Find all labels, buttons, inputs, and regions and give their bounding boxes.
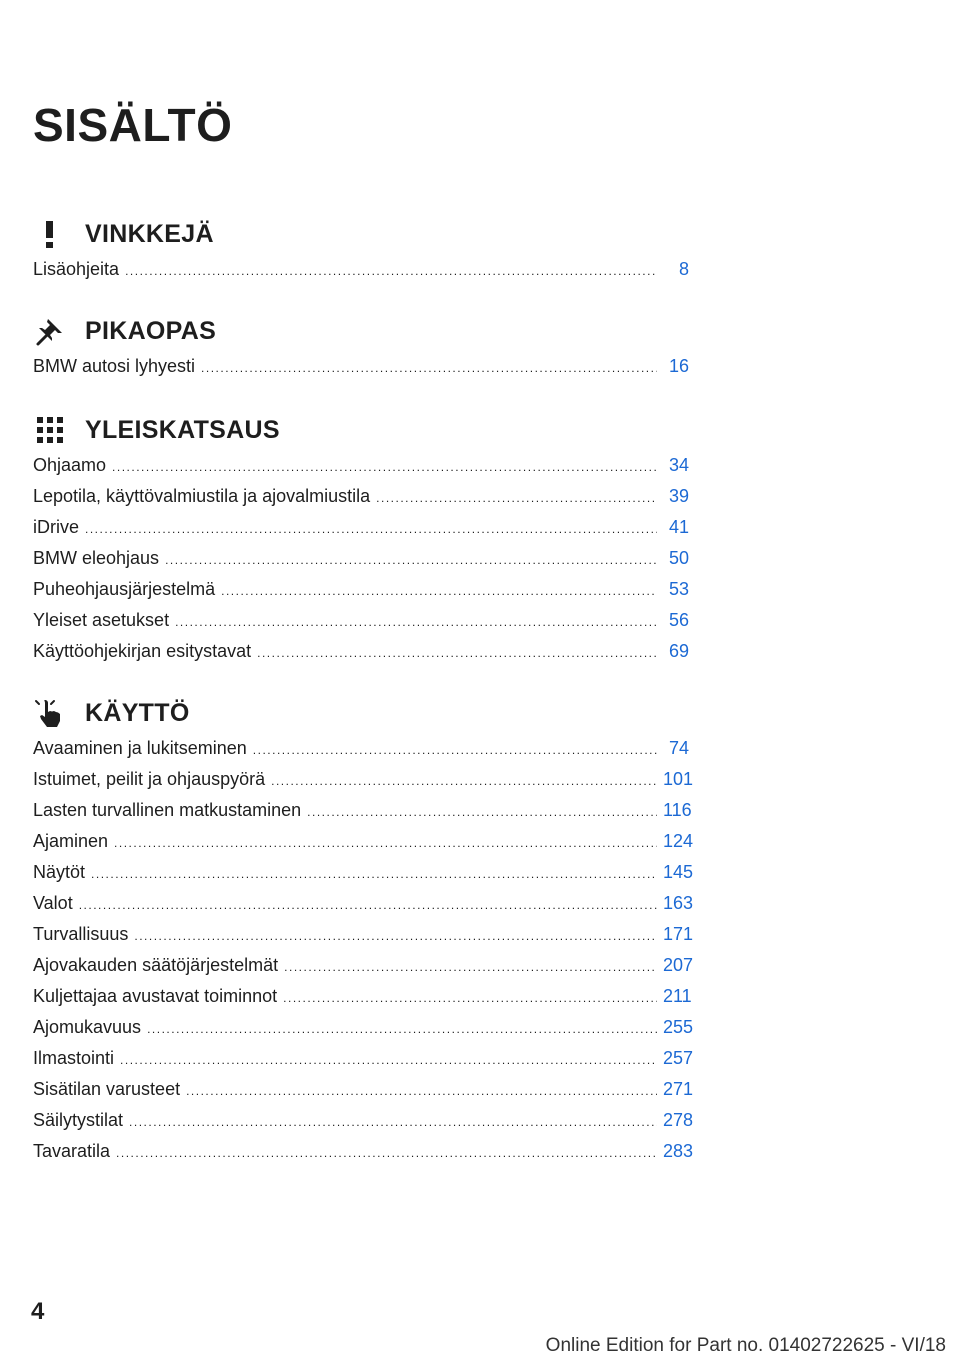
dot-leader <box>284 952 657 983</box>
toc-entry[interactable] <box>33 574 689 605</box>
dot-leader <box>186 1076 657 1107</box>
section-title: PIKAOPAS <box>85 316 217 345</box>
entry-page-link[interactable]: 124 <box>663 831 694 851</box>
dot-leader <box>271 766 657 797</box>
toc-entry[interactable] <box>33 950 694 981</box>
entry-page-link[interactable]: 116 <box>663 800 692 820</box>
toc-entry[interactable] <box>33 1043 694 1074</box>
dot-leader <box>307 797 657 828</box>
section-title: VINKKEJÄ <box>85 219 214 248</box>
toc-entry[interactable] <box>33 919 694 950</box>
entry-page-link[interactable]: 50 <box>668 548 689 568</box>
dot-leader <box>129 1107 657 1138</box>
entry-page-link[interactable]: 74 <box>668 738 689 758</box>
entry-page-link[interactable]: 278 <box>663 1110 694 1130</box>
page-number: 4 <box>31 1298 45 1325</box>
entry-label: Tavaratila <box>33 1141 111 1161</box>
dot-leader <box>79 890 657 921</box>
entry-label: Ilmastointi <box>33 1048 115 1068</box>
toc-entry[interactable] <box>33 450 689 481</box>
entry-page-link[interactable]: 8 <box>678 259 689 279</box>
entry-label: Ajaminen <box>33 831 109 851</box>
entry-label: Käyttöohjekirjan esitystavat <box>33 641 252 661</box>
toc-entry[interactable] <box>33 981 692 1012</box>
entry-label: iDrive <box>33 517 80 537</box>
section-header <box>33 311 689 351</box>
entry-label: Avaaminen ja lukitseminen <box>33 738 247 758</box>
entry-label: Lasten turvallinen matkustaminen <box>33 800 302 820</box>
toc-entry[interactable] <box>33 543 689 574</box>
section-vinkkeja <box>33 214 689 285</box>
entry-label: Ohjaamo <box>33 455 107 475</box>
toc-entry[interactable] <box>33 351 689 382</box>
entry-page-link[interactable]: 41 <box>668 517 689 537</box>
entry-page-link[interactable]: 271 <box>663 1079 694 1099</box>
entry-label: Kuljettajaa avustavat toiminnot <box>33 986 278 1006</box>
dot-leader <box>201 353 657 384</box>
entry-page-link[interactable]: 163 <box>663 893 694 913</box>
entry-page-link[interactable]: 255 <box>663 1017 694 1037</box>
toc-entry[interactable] <box>33 636 689 667</box>
dot-leader <box>165 545 657 576</box>
entry-list <box>33 351 689 382</box>
dot-leader <box>283 983 657 1014</box>
entry-page-link[interactable]: 39 <box>668 486 689 506</box>
toc-entry[interactable] <box>33 733 689 764</box>
entry-label: BMW autosi lyhyesti <box>33 356 196 376</box>
dot-leader <box>120 1045 657 1076</box>
toc-entry[interactable] <box>33 764 694 795</box>
dot-leader <box>112 452 657 483</box>
entry-page-link[interactable]: 16 <box>668 356 689 376</box>
entry-label: Näytöt <box>33 862 86 882</box>
entry-label: Säilytystilat <box>33 1110 124 1130</box>
hand-pointer-icon <box>33 696 67 730</box>
entry-label: Sisätilan varusteet <box>33 1079 181 1099</box>
entry-page-link[interactable]: 211 <box>663 986 692 1006</box>
toc-entry[interactable] <box>33 1074 694 1105</box>
entry-page-link[interactable]: 283 <box>663 1141 694 1161</box>
exclamation-icon <box>33 217 67 251</box>
entry-page-link[interactable]: 207 <box>663 955 694 975</box>
dot-leader <box>253 735 657 766</box>
dot-leader <box>147 1014 657 1045</box>
dot-leader <box>116 1138 657 1169</box>
entry-label: Lisäohjeita <box>33 259 120 279</box>
entry-list <box>33 254 689 285</box>
entry-page-link[interactable]: 171 <box>663 924 694 944</box>
toc-entry[interactable] <box>33 1012 694 1043</box>
toc-entry[interactable] <box>33 795 692 826</box>
dot-leader <box>125 256 657 287</box>
entry-page-link[interactable]: 101 <box>663 769 694 789</box>
toc-entry[interactable] <box>33 1136 694 1167</box>
entry-list <box>33 450 689 667</box>
entry-page-link[interactable]: 69 <box>668 641 689 661</box>
section-pikaopas <box>33 311 689 382</box>
dot-leader <box>175 607 657 638</box>
section-title: YLEISKATSAUS <box>85 415 280 444</box>
entry-label: Istuimet, peilit ja ohjauspyörä <box>33 769 266 789</box>
section-title: KÄYTTÖ <box>85 698 190 727</box>
entry-list <box>33 733 694 1167</box>
toc-entry[interactable] <box>33 888 694 919</box>
entry-label: Ajomukavuus <box>33 1017 142 1037</box>
entry-label: Yleiset asetukset <box>33 610 170 630</box>
entry-page-link[interactable]: 53 <box>668 579 689 599</box>
entry-page-link[interactable]: 56 <box>668 610 689 630</box>
dot-leader <box>376 483 657 514</box>
toc-entry[interactable] <box>33 481 689 512</box>
entry-page-link[interactable]: 145 <box>663 862 694 882</box>
entry-page-link[interactable]: 34 <box>668 455 689 475</box>
dot-leader <box>134 921 657 952</box>
toc-entry[interactable] <box>33 826 694 857</box>
section-kaytto <box>33 693 694 1167</box>
entry-page-link[interactable]: 257 <box>663 1048 694 1068</box>
pushpin-icon <box>33 314 67 348</box>
toc-entry[interactable] <box>33 512 689 543</box>
entry-label: Ajovakauden säätöjärjestelmät <box>33 955 279 975</box>
dot-leader <box>221 576 657 607</box>
dot-leader <box>85 514 657 545</box>
entry-label: Puheohjausjärjestelmä <box>33 579 216 599</box>
grid-icon <box>33 413 67 447</box>
entry-label: Valot <box>33 893 73 913</box>
entry-label: Turvallisuus <box>33 924 129 944</box>
toc-entry[interactable] <box>33 254 689 285</box>
dot-leader <box>91 859 657 890</box>
page-title: SISÄLTÖ <box>33 99 233 151</box>
section-yleiskatsaus <box>33 410 689 667</box>
toc-entry[interactable] <box>33 605 689 636</box>
dot-leader <box>114 828 657 859</box>
footer-edition: Online Edition for Part no. 01402722625 - VI/18 <box>545 1335 946 1356</box>
section-header <box>33 214 689 254</box>
entry-label: Lepotila, käyttövalmiustila ja ajovalmiustila <box>33 486 371 506</box>
entry-label: BMW eleohjaus <box>33 548 160 568</box>
toc-entry[interactable] <box>33 857 694 888</box>
toc-entry[interactable] <box>33 1105 694 1136</box>
section-header <box>33 693 689 733</box>
dot-leader <box>257 638 657 669</box>
section-header <box>33 410 689 450</box>
